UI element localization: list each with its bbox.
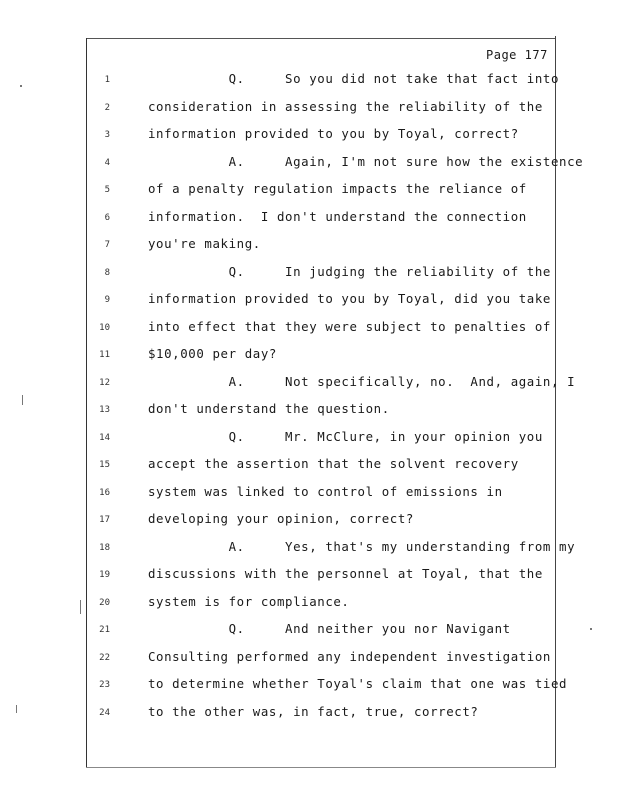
line-number: 4 xyxy=(104,157,110,168)
transcript-line xyxy=(0,126,560,146)
line-number: 17 xyxy=(99,515,110,525)
transcript-line xyxy=(0,484,560,504)
line-text: into effect that they were subject to penalties of xyxy=(148,318,551,334)
scan-speck xyxy=(22,395,23,405)
scan-speck xyxy=(16,705,17,713)
transcript-line xyxy=(0,566,560,586)
scan-speck xyxy=(80,600,81,614)
line-number: 5 xyxy=(104,185,110,195)
line-text: system is for compliance. xyxy=(148,593,350,609)
transcript-line xyxy=(0,511,560,531)
transcript-line xyxy=(0,99,560,119)
line-text: don't understand the question. xyxy=(148,401,390,416)
line-number: 18 xyxy=(99,542,110,553)
line-number: 12 xyxy=(99,377,110,388)
transcript-line xyxy=(0,594,560,614)
line-number: 21 xyxy=(99,625,110,635)
line-number: 1 xyxy=(104,75,110,85)
transcript-line xyxy=(0,181,560,201)
transcript-line xyxy=(0,264,560,284)
line-text: information provided to you by Toyal, correct? xyxy=(148,126,519,141)
line-text: $10,000 per day? xyxy=(148,346,277,361)
transcript-line xyxy=(0,319,560,339)
transcript-line xyxy=(0,236,560,256)
line-text: of a penalty regulation impacts the reliance of xyxy=(148,181,527,196)
line-number: 16 xyxy=(99,487,110,498)
transcript-line xyxy=(0,456,560,476)
line-text: A. Not specifically, no. And, again, I xyxy=(148,373,576,389)
line-text: consideration in assessing the reliability of the xyxy=(148,98,543,114)
line-number: 8 xyxy=(104,267,110,278)
line-text: Q. And neither you nor Navigant xyxy=(148,621,511,636)
transcript-line xyxy=(0,538,576,559)
line-number: 7 xyxy=(104,240,110,250)
transcript-line xyxy=(0,71,560,91)
line-text: discussions with the personnel at Toyal, that the xyxy=(148,566,543,581)
line-text: Q. Mr. McClure, in your opinion you xyxy=(148,428,543,444)
line-number: 9 xyxy=(104,295,110,305)
line-text: you're making. xyxy=(148,236,261,251)
line-number: 14 xyxy=(99,432,110,443)
line-number: 6 xyxy=(104,212,110,223)
line-text: Q. In judging the reliability of the xyxy=(148,263,551,279)
line-number: 24 xyxy=(99,707,110,718)
transcript-line xyxy=(0,429,560,449)
line-number: 20 xyxy=(99,597,110,608)
line-text: Consulting performed any independent investigation xyxy=(148,648,551,664)
frame-bottom-border xyxy=(86,767,556,768)
line-text: Q. So you did not take that fact into xyxy=(148,71,560,86)
line-text: information provided to you by Toyal, did you take xyxy=(148,291,551,306)
transcript-line xyxy=(0,621,560,641)
line-number: 3 xyxy=(104,130,110,140)
line-number: 22 xyxy=(99,652,110,663)
scan-speck xyxy=(590,628,592,630)
line-number: 15 xyxy=(99,460,110,470)
transcript-line xyxy=(0,676,568,696)
transcript-line xyxy=(0,401,560,421)
frame-top-border xyxy=(86,38,556,39)
transcript-line xyxy=(0,209,560,229)
transcript-line xyxy=(0,649,560,669)
line-text: accept the assertion that the solvent recovery xyxy=(148,456,519,471)
transcript-line xyxy=(0,346,560,366)
line-number: 19 xyxy=(99,570,110,580)
line-text: information. I don't understand the connection xyxy=(148,208,527,224)
scan-speck xyxy=(20,85,22,87)
line-number: 13 xyxy=(99,405,110,415)
page-number: Page 177 xyxy=(486,48,548,62)
line-text: A. Yes, that's my understanding from my xyxy=(148,538,576,554)
line-number: 10 xyxy=(99,322,110,333)
line-text: developing your opinion, correct? xyxy=(148,511,414,526)
line-text: A. Again, I'm not sure how the existence xyxy=(148,153,584,169)
line-text: to determine whether Toyal's claim that one was tied xyxy=(148,676,568,691)
transcript-line xyxy=(0,704,560,724)
line-number: 23 xyxy=(99,680,110,690)
line-number: 11 xyxy=(99,350,110,360)
line-text: to the other was, in fact, true, correct? xyxy=(148,703,479,719)
transcript-line xyxy=(0,153,584,174)
line-number: 2 xyxy=(104,102,110,113)
line-text: system was linked to control of emissions in xyxy=(148,483,503,499)
transcript-line xyxy=(0,373,576,394)
transcript-line xyxy=(0,291,560,311)
